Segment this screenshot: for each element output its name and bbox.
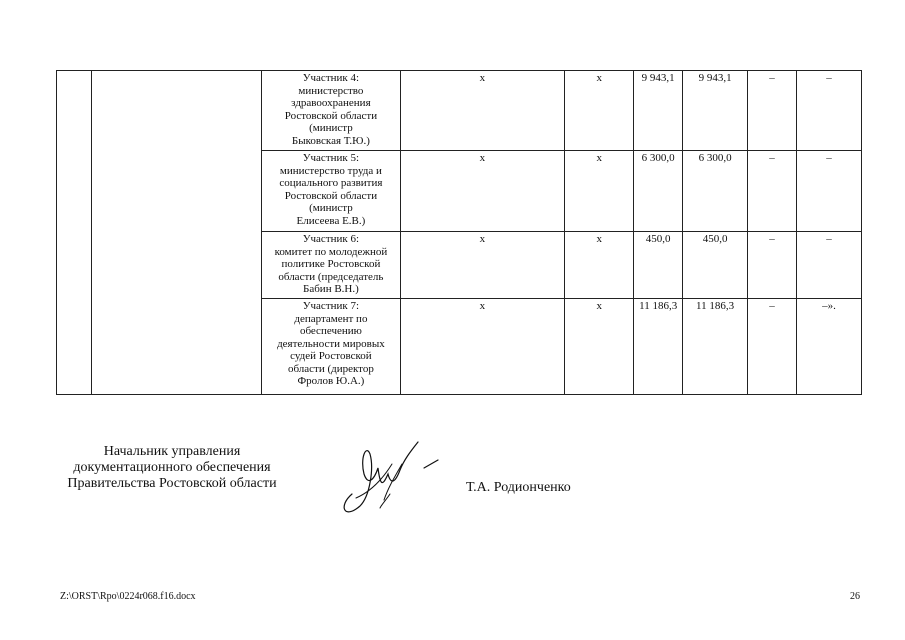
x-cell: х	[400, 232, 565, 299]
participant-cell: Участник 6: комитет по молодежной политике Ростовской области (председатель Бабин В.Н.)	[262, 232, 400, 299]
value-cell: 11 186,3	[683, 299, 748, 395]
value-cell: 450,0	[683, 232, 748, 299]
dash-cell: –	[796, 232, 861, 299]
dash-cell: –	[748, 71, 797, 151]
x-cell: х	[400, 71, 565, 151]
handwritten-signature	[330, 434, 450, 524]
x-cell: х	[565, 71, 634, 151]
x-cell: х	[565, 299, 634, 395]
dash-cell: –	[748, 151, 797, 232]
empty-cell	[91, 71, 262, 395]
dash-cell: –	[748, 232, 797, 299]
participant-cell: Участник 5: министерство труда и социального развития Ростовской области (министр Елисеева Е.В.)	[262, 151, 400, 232]
participant-cell: Участник 4: министерство здравоохранения Ростовской области (министр Быковская Т.Ю.)	[262, 71, 400, 151]
signatory-name: Т.А. Родионченко	[466, 480, 571, 495]
dash-cell: –».	[796, 299, 861, 395]
value-cell: 6 300,0	[634, 151, 683, 232]
x-cell: х	[565, 232, 634, 299]
dash-cell: –	[796, 71, 861, 151]
value-cell: 9 943,1	[634, 71, 683, 151]
dash-cell: –	[796, 151, 861, 232]
value-cell: 11 186,3	[634, 299, 683, 395]
value-cell: 9 943,1	[683, 71, 748, 151]
x-cell: х	[565, 151, 634, 232]
value-cell: 6 300,0	[683, 151, 748, 232]
page-number: 26	[850, 591, 860, 602]
participant-cell: Участник 7: департамент по обеспечению деятельности мировых судей Ростовской области (директор Фролов Ю.А.)	[262, 299, 400, 395]
empty-cell	[57, 71, 92, 395]
table-row	[57, 71, 862, 151]
x-cell: х	[400, 151, 565, 232]
dash-cell: –	[748, 299, 797, 395]
x-cell: х	[400, 299, 565, 395]
signatory-position: Начальник управления документационного обеспечения Правительства Ростовской области	[67, 444, 277, 491]
file-path: Z:\ORST\Rpo\0224r068.f16.docx	[60, 591, 196, 602]
budget-table	[56, 70, 862, 395]
value-cell: 450,0	[634, 232, 683, 299]
